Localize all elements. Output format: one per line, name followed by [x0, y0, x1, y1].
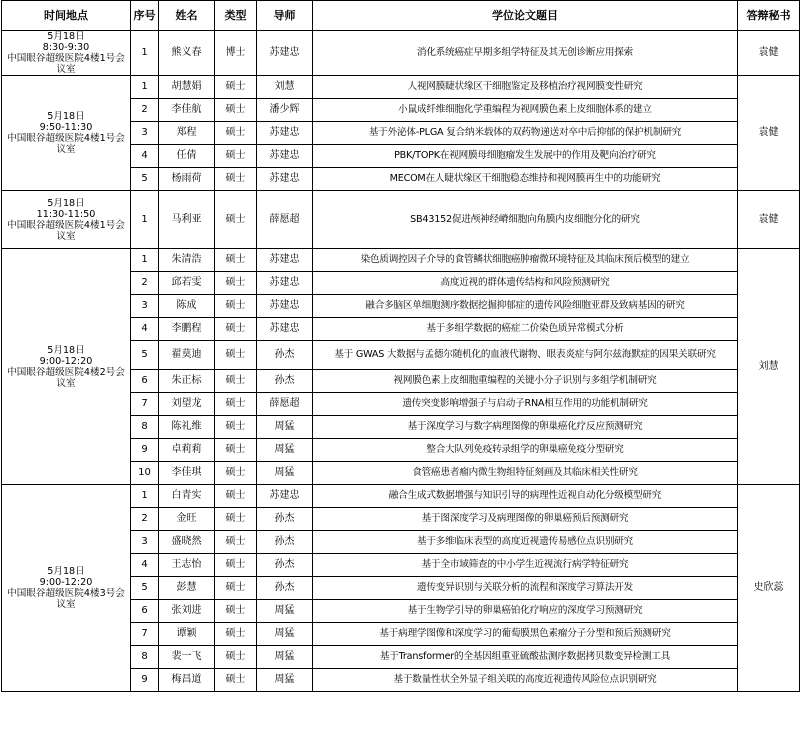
degree-type: 硕士 — [215, 122, 257, 145]
advisor-name: 苏建忠 — [257, 249, 313, 272]
advisor-name: 苏建忠 — [257, 31, 313, 76]
advisor-name: 苏建忠 — [257, 318, 313, 341]
row-number: 9 — [131, 439, 159, 462]
thesis-title: 遗传突变影响增强子与启动子RNA相互作用的功能机制研究 — [313, 393, 738, 416]
student-name: 李佳航 — [159, 99, 215, 122]
session-time: 8:30-9:30 — [42, 42, 90, 53]
advisor-name: 薛愿超 — [257, 191, 313, 249]
row-number: 2 — [131, 99, 159, 122]
thesis-title: 基于外泌体-PLGA 复合纳米载体的双药物递送对卒中后抑郁的保护机制研究 — [313, 122, 738, 145]
advisor-name: 苏建忠 — [257, 485, 313, 508]
thesis-title: 基于深度学习与数字病理图像的卵巢癌化疗反应预测研究 — [313, 416, 738, 439]
student-name: 李佳琪 — [159, 462, 215, 485]
thesis-title: 消化系统癌症早期多组学特征及其无创诊断应用探索 — [313, 31, 738, 76]
row-number: 1 — [131, 249, 159, 272]
row-number: 7 — [131, 623, 159, 646]
degree-type: 硕士 — [215, 646, 257, 669]
table-row — [2, 191, 800, 249]
degree-type: 硕士 — [215, 318, 257, 341]
thesis-title: PBK/TOPK在视网膜母细胞瘤发生发展中的作用及靶向治疗研究 — [313, 145, 738, 168]
thesis-title: 小鼠成纤维细胞化学重编程为视网膜色素上皮细胞体系的建立 — [313, 99, 738, 122]
header-type: 类型 — [215, 1, 257, 31]
degree-type: 硕士 — [215, 600, 257, 623]
session-place: 中国眼谷超级医院4楼1号会议室 — [7, 219, 125, 242]
header-advisor: 导师 — [257, 1, 313, 31]
advisor-name: 苏建忠 — [257, 295, 313, 318]
session-date: 5月18日 — [47, 566, 85, 577]
degree-type: 硕士 — [215, 145, 257, 168]
thesis-title: 基于生物学引导的卵巢癌铂化疗响应的深度学习预测研究 — [313, 600, 738, 623]
table-row — [2, 249, 800, 272]
session-secretary: 史欣蕊 — [738, 485, 800, 692]
thesis-title: 人视网膜睫状缘区干细胞鉴定及移植治疗视网膜变性研究 — [313, 76, 738, 99]
student-name: 陈成 — [159, 295, 215, 318]
degree-type: 硕士 — [215, 554, 257, 577]
header-number: 序号 — [131, 1, 159, 31]
student-name: 金旺 — [159, 508, 215, 531]
advisor-name: 刘慧 — [257, 76, 313, 99]
degree-type: 硕士 — [215, 462, 257, 485]
header-thesis-title: 学位论文题目 — [313, 1, 738, 31]
student-name: 胡慧娟 — [159, 76, 215, 99]
degree-type: 硕士 — [215, 370, 257, 393]
degree-type: 硕士 — [215, 191, 257, 249]
student-name: 郑程 — [159, 122, 215, 145]
advisor-name: 孙杰 — [257, 341, 313, 370]
session-secretary: 刘慧 — [738, 249, 800, 485]
thesis-title: 基于多组学数据的癌症二价染色质异常模式分析 — [313, 318, 738, 341]
degree-type: 硕士 — [215, 272, 257, 295]
student-name: 王志怡 — [159, 554, 215, 577]
student-name: 刘望龙 — [159, 393, 215, 416]
advisor-name: 苏建忠 — [257, 145, 313, 168]
thesis-title: 基于 GWAS 大数据与孟德尔随机化的血液代谢物、眼表炎症与阿尔兹海默症的因果关联研究 — [313, 341, 738, 370]
row-number: 2 — [131, 508, 159, 531]
row-number: 8 — [131, 646, 159, 669]
degree-type: 硕士 — [215, 508, 257, 531]
advisor-name: 孙杰 — [257, 370, 313, 393]
thesis-title: 高度近视的群体遗传结构和风险预测研究 — [313, 272, 738, 295]
header-secretary: 答辩秘书 — [738, 1, 800, 31]
thesis-title: 基于Transformer的全基因组重亚硫酸盐测序数据拷贝数变异检测工具 — [313, 646, 738, 669]
header-row — [2, 1, 800, 31]
degree-type: 硕士 — [215, 341, 257, 370]
thesis-title: 整合大队列免疫转录组学的卵巢癌免疫分型研究 — [313, 439, 738, 462]
table-row — [2, 76, 800, 99]
row-number: 3 — [131, 531, 159, 554]
row-number: 2 — [131, 272, 159, 295]
degree-type: 硕士 — [215, 99, 257, 122]
degree-type: 硕士 — [215, 439, 257, 462]
thesis-title: 基于全市域筛查的中小学生近视流行病学特征研究 — [313, 554, 738, 577]
thesis-title: 基于病理学图像和深度学习的葡萄膜黑色素瘤分子分型和预后预测研究 — [313, 623, 738, 646]
advisor-name: 孙杰 — [257, 554, 313, 577]
advisor-name: 潘少辉 — [257, 99, 313, 122]
row-number: 5 — [131, 577, 159, 600]
thesis-title: 食管癌患者瘤内微生物组特征刻画及其临床相关性研究 — [313, 462, 738, 485]
degree-type: 硕士 — [215, 393, 257, 416]
row-number: 4 — [131, 318, 159, 341]
student-name: 彭慧 — [159, 577, 215, 600]
student-name: 邱若雯 — [159, 272, 215, 295]
thesis-defense-schedule-table — [1, 0, 800, 692]
student-name: 任倩 — [159, 145, 215, 168]
row-number: 6 — [131, 600, 159, 623]
advisor-name: 周猛 — [257, 600, 313, 623]
advisor-name: 苏建忠 — [257, 122, 313, 145]
thesis-title: 融合生成式数据增强与知识引导的病理性近视自动化分级模型研究 — [313, 485, 738, 508]
degree-type: 博士 — [215, 31, 257, 76]
advisor-name: 孙杰 — [257, 577, 313, 600]
row-number: 8 — [131, 416, 159, 439]
session-place: 中国眼谷超级医院4楼1号会议室 — [7, 53, 125, 75]
thesis-title: 基于图深度学习及病理图像的卵巢癌预后预测研究 — [313, 508, 738, 531]
degree-type: 硕士 — [215, 623, 257, 646]
row-number: 6 — [131, 370, 159, 393]
row-number: 1 — [131, 191, 159, 249]
session-date: 5月18日 — [47, 197, 85, 209]
student-name: 翟莫迪 — [159, 341, 215, 370]
advisor-name: 孙杰 — [257, 531, 313, 554]
advisor-name: 周猛 — [257, 416, 313, 439]
thesis-title: 融合多脑区单细胞测序数据挖掘抑郁症的遗传风险细胞亚群及致病基因的研究 — [313, 295, 738, 318]
row-number: 9 — [131, 669, 159, 692]
degree-type: 硕士 — [215, 168, 257, 191]
schedule-body — [2, 31, 800, 692]
row-number: 4 — [131, 145, 159, 168]
session-place: 中国眼谷超级医院4楼2号会议室 — [7, 366, 125, 389]
thesis-title: 基于多维临床表型的高度近视遗传易感位点识别研究 — [313, 531, 738, 554]
thesis-title: 视网膜色素上皮细胞重编程的关键小分子识别与多组学机制研究 — [313, 370, 738, 393]
thesis-title: SB43152促进颅神经嵴细胞向角膜内皮细胞分化的研究 — [313, 191, 738, 249]
session-time-place — [2, 76, 131, 191]
student-name: 李鹏程 — [159, 318, 215, 341]
student-name: 裴一飞 — [159, 646, 215, 669]
student-name: 朱正标 — [159, 370, 215, 393]
session-date: 5月18日 — [47, 111, 85, 122]
row-number: 3 — [131, 122, 159, 145]
student-name: 盛晓然 — [159, 531, 215, 554]
student-name: 熊义春 — [159, 31, 215, 76]
session-secretary: 袁健 — [738, 76, 800, 191]
row-number: 4 — [131, 554, 159, 577]
student-name: 谭颖 — [159, 623, 215, 646]
session-time-place — [2, 485, 131, 692]
session-time: 9:00-12:20 — [39, 355, 93, 367]
row-number: 3 — [131, 295, 159, 318]
advisor-name: 周猛 — [257, 462, 313, 485]
row-number: 10 — [131, 462, 159, 485]
row-number: 1 — [131, 31, 159, 76]
advisor-name: 薛愿超 — [257, 393, 313, 416]
session-secretary: 袁健 — [738, 31, 800, 76]
row-number: 1 — [131, 485, 159, 508]
session-time-place — [2, 249, 131, 485]
session-time: 9:50-11:30 — [39, 122, 93, 133]
thesis-title: 染色质调控因子介导的食管鳞状细胞癌肿瘤微环境特征及其临床预后模型的建立 — [313, 249, 738, 272]
degree-type: 硕士 — [215, 485, 257, 508]
advisor-name: 孙杰 — [257, 508, 313, 531]
student-name: 张刘进 — [159, 600, 215, 623]
session-place: 中国眼谷超级医院4楼1号会议室 — [7, 133, 125, 155]
thesis-title: 基于数量性状全外显子组关联的高度近视遗传风险位点识别研究 — [313, 669, 738, 692]
table-row — [2, 485, 800, 508]
degree-type: 硕士 — [215, 416, 257, 439]
session-date: 5月18日 — [47, 31, 85, 42]
session-time: 9:00-12:20 — [39, 577, 93, 588]
advisor-name: 周猛 — [257, 439, 313, 462]
student-name: 陈礼维 — [159, 416, 215, 439]
header-time-place: 时间地点 — [2, 1, 131, 31]
session-time-place — [2, 31, 131, 76]
degree-type: 硕士 — [215, 295, 257, 318]
thesis-title: 遗传变异识别与关联分析的流程和深度学习算法开发 — [313, 577, 738, 600]
student-name: 梅昌道 — [159, 669, 215, 692]
advisor-name: 周猛 — [257, 669, 313, 692]
student-name: 朱清浩 — [159, 249, 215, 272]
session-date: 5月18日 — [47, 344, 85, 356]
row-number: 5 — [131, 168, 159, 191]
degree-type: 硕士 — [215, 76, 257, 99]
advisor-name: 苏建忠 — [257, 272, 313, 295]
student-name: 杨雨荷 — [159, 168, 215, 191]
row-number: 1 — [131, 76, 159, 99]
row-number: 7 — [131, 393, 159, 416]
session-time: 11:30-11:50 — [36, 208, 96, 220]
header-name: 姓名 — [159, 1, 215, 31]
table-row — [2, 31, 800, 76]
student-name: 白青实 — [159, 485, 215, 508]
degree-type: 硕士 — [215, 669, 257, 692]
advisor-name: 周猛 — [257, 623, 313, 646]
session-secretary: 袁健 — [738, 191, 800, 249]
session-time-place — [2, 191, 131, 249]
advisor-name: 周猛 — [257, 646, 313, 669]
row-number: 5 — [131, 341, 159, 370]
advisor-name: 苏建忠 — [257, 168, 313, 191]
session-place: 中国眼谷超级医院4楼3号会议室 — [7, 588, 125, 610]
student-name: 马利亚 — [159, 191, 215, 249]
degree-type: 硕士 — [215, 531, 257, 554]
student-name: 卓莉莉 — [159, 439, 215, 462]
thesis-title: MECOM在人睫状缘区干细胞稳态维持和视网膜再生中的功能研究 — [313, 168, 738, 191]
degree-type: 硕士 — [215, 249, 257, 272]
degree-type: 硕士 — [215, 577, 257, 600]
